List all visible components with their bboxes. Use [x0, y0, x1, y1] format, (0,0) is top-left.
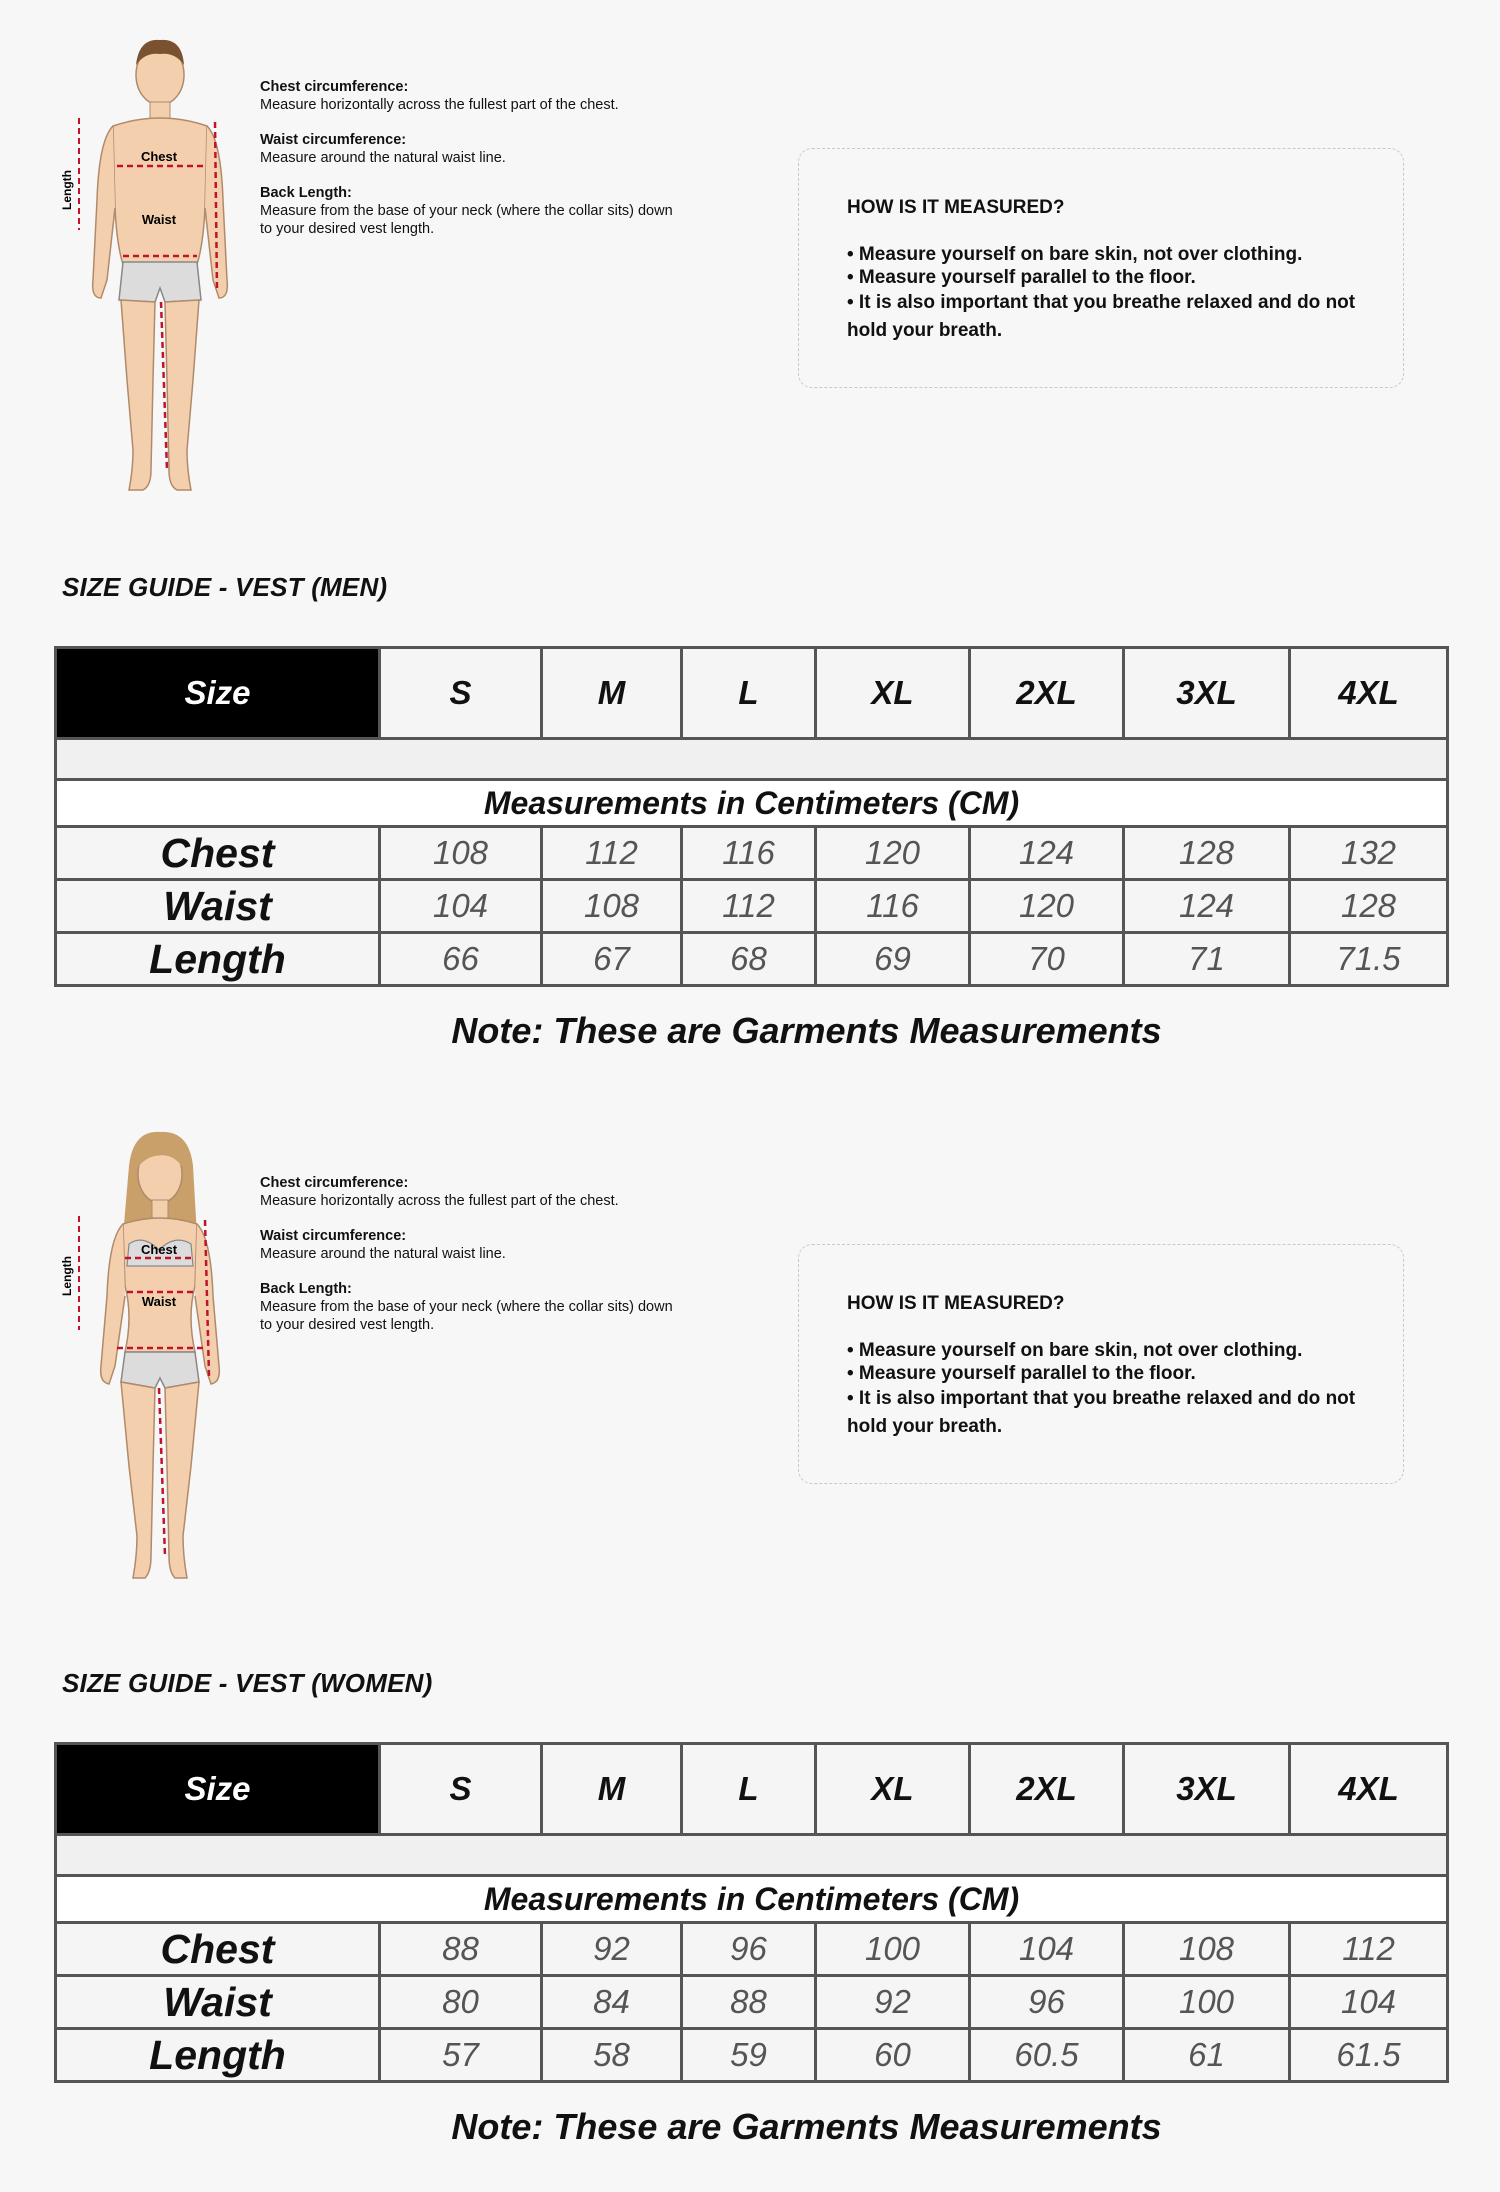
- table-cell: 116: [682, 827, 816, 880]
- size-column: XL: [816, 1744, 970, 1835]
- table-cell: 96: [970, 1976, 1124, 2029]
- chest-heading: Chest circumference:: [260, 1175, 409, 1191]
- table-cell: 112: [542, 827, 682, 880]
- length-text: Measure from the base of your neck (where the collar sits) down to your desired vest length.: [260, 203, 673, 237]
- table-cell: 128: [1290, 880, 1448, 933]
- table-cell: 120: [970, 880, 1124, 933]
- figure-length-label: Length: [60, 170, 74, 210]
- table-row: [56, 827, 1448, 880]
- row-label: Length: [56, 933, 380, 986]
- length-text: Measure from the base of your neck (where the collar sits) down to your desired vest length.: [260, 1299, 673, 1333]
- size-column: S: [380, 648, 542, 739]
- size-column: 3XL: [1124, 1744, 1290, 1835]
- chest-heading: Chest circumference:: [260, 79, 409, 95]
- female-body-figure-icon: [55, 1126, 265, 1606]
- table-cell: 112: [682, 880, 816, 933]
- table-cell: 104: [1290, 1976, 1448, 2029]
- size-column: 4XL: [1290, 1744, 1448, 1835]
- table-cell: 100: [1124, 1976, 1290, 2029]
- how-measured-title: HOW IS IT MEASURED?: [847, 197, 1065, 218]
- table-row: [56, 1923, 1448, 1976]
- length-heading: Back Length:: [260, 1281, 352, 1297]
- size-column: L: [682, 1744, 816, 1835]
- waist-text: Measure around the natural waist line.: [260, 1246, 506, 1262]
- table-row: [56, 1976, 1448, 2029]
- table-cell: 88: [380, 1923, 542, 1976]
- table-spacer: [56, 1835, 1448, 1876]
- how-bullet: • It is also important that you breathe relaxed and do not hold your breath.: [847, 292, 1356, 341]
- table-cell: 68: [682, 933, 816, 986]
- size-header: Size: [56, 648, 380, 739]
- garment-note: Note: These are Garments Measurements: [451, 1010, 1162, 1051]
- waist-heading: Waist circumference:: [260, 1228, 407, 1244]
- how-bullet: • Measure yourself on bare skin, not over clothing.: [847, 1340, 1303, 1361]
- size-column: XL: [816, 648, 970, 739]
- table-row: [56, 880, 1448, 933]
- size-column: S: [380, 1744, 542, 1835]
- size-guide-title: SIZE GUIDE - VEST (WOMEN): [62, 1668, 433, 1698]
- unit-caption: Measurements in Centimeters (CM): [56, 780, 1448, 827]
- measurement-instructions: [260, 78, 680, 255]
- table-cell: 132: [1290, 827, 1448, 880]
- table-cell: 104: [380, 880, 542, 933]
- size-table: [54, 1742, 1449, 2083]
- size-column: 4XL: [1290, 648, 1448, 739]
- size-guide-title: SIZE GUIDE - VEST (MEN): [62, 572, 388, 602]
- size-column: M: [542, 1744, 682, 1835]
- chest-text: Measure horizontally across the fullest part of the chest.: [260, 1193, 619, 1209]
- table-cell: 71.5: [1290, 933, 1448, 986]
- waist-text: Measure around the natural waist line.: [260, 150, 506, 166]
- size-column: L: [682, 648, 816, 739]
- unit-caption: Measurements in Centimeters (CM): [56, 1876, 1448, 1923]
- table-cell: 57: [380, 2029, 542, 2082]
- table-cell: 61.5: [1290, 2029, 1448, 2082]
- row-label: Chest: [56, 1923, 380, 1976]
- women-section: [0, 1096, 1500, 2192]
- length-heading: Back Length:: [260, 185, 352, 201]
- male-body-figure-icon: [55, 30, 265, 510]
- row-label: Chest: [56, 827, 380, 880]
- how-bullet: • Measure yourself on bare skin, not over clothing.: [847, 244, 1303, 265]
- table-cell: 120: [816, 827, 970, 880]
- table-cell: 92: [542, 1923, 682, 1976]
- table-cell: 80: [380, 1976, 542, 2029]
- table-cell: 84: [542, 1976, 682, 2029]
- row-label: Length: [56, 2029, 380, 2082]
- table-cell: 96: [682, 1923, 816, 1976]
- table-cell: 60.5: [970, 2029, 1124, 2082]
- garment-note: Note: These are Garments Measurements: [451, 2106, 1162, 2147]
- table-cell: 69: [816, 933, 970, 986]
- table-cell: 108: [380, 827, 542, 880]
- waist-heading: Waist circumference:: [260, 132, 407, 148]
- table-cell: 70: [970, 933, 1124, 986]
- how-bullet: • Measure yourself parallel to the floor.: [847, 267, 1196, 288]
- figure-chest-label: Chest: [140, 149, 178, 164]
- figure-length-label: Length: [60, 1256, 74, 1296]
- table-cell: 59: [682, 2029, 816, 2082]
- figure-waist-label: Waist: [141, 1294, 177, 1309]
- size-header: Size: [56, 1744, 380, 1835]
- table-cell: 112: [1290, 1923, 1448, 1976]
- size-column: M: [542, 648, 682, 739]
- table-cell: 108: [1124, 1923, 1290, 1976]
- table-row: [56, 2029, 1448, 2082]
- how-measured-title: HOW IS IT MEASURED?: [847, 1293, 1065, 1314]
- table-cell: 100: [816, 1923, 970, 1976]
- figure-waist-label: Waist: [141, 212, 177, 227]
- how-measured-box: [798, 1244, 1404, 1484]
- table-cell: 66: [380, 933, 542, 986]
- row-label: Waist: [56, 880, 380, 933]
- table-cell: 61: [1124, 2029, 1290, 2082]
- size-column: 2XL: [970, 1744, 1124, 1835]
- table-cell: 108: [542, 880, 682, 933]
- table-row: [56, 933, 1448, 986]
- table-cell: 124: [1124, 880, 1290, 933]
- chest-text: Measure horizontally across the fullest part of the chest.: [260, 97, 619, 113]
- figure-chest-label: Chest: [140, 1242, 178, 1257]
- measurement-instructions: [260, 1174, 680, 1351]
- table-cell: 128: [1124, 827, 1290, 880]
- table-cell: 116: [816, 880, 970, 933]
- table-cell: 60: [816, 2029, 970, 2082]
- size-table: [54, 646, 1449, 987]
- table-cell: 71: [1124, 933, 1290, 986]
- size-column: 2XL: [970, 648, 1124, 739]
- row-label: Waist: [56, 1976, 380, 2029]
- table-cell: 124: [970, 827, 1124, 880]
- table-cell: 58: [542, 2029, 682, 2082]
- size-column: 3XL: [1124, 648, 1290, 739]
- how-bullet: • It is also important that you breathe relaxed and do not hold your breath.: [847, 1388, 1356, 1437]
- table-cell: 67: [542, 933, 682, 986]
- how-measured-box: [798, 148, 1404, 388]
- table-cell: 88: [682, 1976, 816, 2029]
- table-cell: 104: [970, 1923, 1124, 1976]
- table-spacer: [56, 739, 1448, 780]
- how-bullet: • Measure yourself parallel to the floor.: [847, 1363, 1196, 1384]
- table-cell: 92: [816, 1976, 970, 2029]
